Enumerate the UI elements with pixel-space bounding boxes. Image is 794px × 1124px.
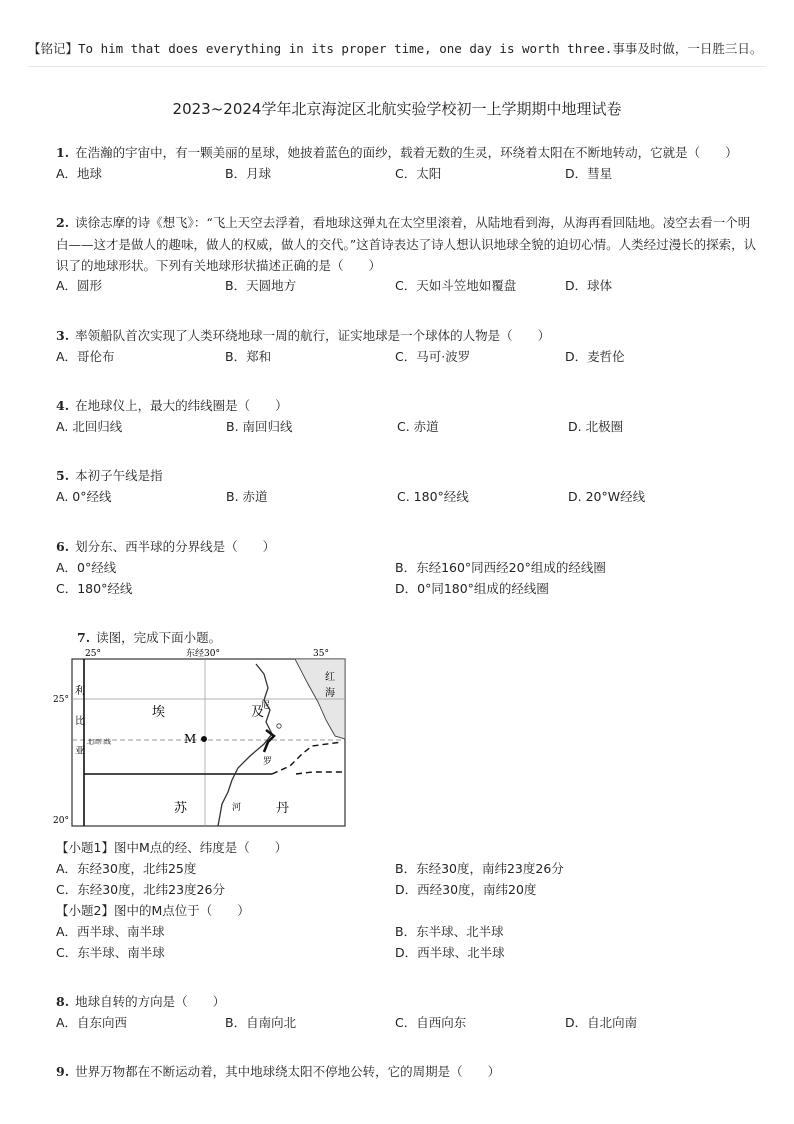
q1-option-c[interactable]: C．太阳 [395,166,442,181]
q7-s2-option-c[interactable]: C．东半球、南半球 [56,945,165,960]
q7-s1-option-c[interactable]: C．东经30度，北纬23度26分 [56,882,225,897]
q7-sub2: 【小题2】图中的M点位于（ ） [56,903,250,918]
q4-option-c[interactable]: C. 赤道 [397,419,439,434]
q7-s1-option-a[interactable]: A．东经30度，北纬25度 [56,861,197,876]
q2-option-a[interactable]: A．圆形 [56,278,103,293]
question-6: 6. 划分东、西半球的分界线是（ ） [56,539,276,554]
nile-label-3: 河 [232,803,242,813]
q3-option-b[interactable]: B．郑和 [225,349,272,364]
question-7: 7. 读图，完成下面小题。 [77,630,222,645]
motto: 【铭记】To him that does everything in its proper time, one day is worth three.事事及时做，一日胜三日。 [28,41,763,56]
lon-35-label: 35° [313,649,329,659]
question-2-line-2: 白——这才是做人的趣味，做人的权威，做人的交代。”这首诗表达了诗人想认识地球全貌的迫切心情。人类经过漫长的探索，认 [56,237,757,252]
question-2-line-3: 识了的地球形状。下列有关地球形状描述正确的是（ ） [56,258,382,273]
libya-label-3: 亚 [75,746,85,757]
question-9: 9. 世界万物都在不断运动着，其中地球绕太阳不停地公转，它的周期是（ ） [56,1064,501,1079]
tropic-label: 北回归线 [87,739,112,746]
city-marker [277,724,281,728]
map-frame [72,659,345,826]
q4-option-b[interactable]: B. 南回归线 [226,419,293,434]
q4-option-d[interactable]: D. 北极圈 [568,419,624,434]
question-8: 8. 地球自转的方向是（ ） [56,994,226,1009]
q7-sub1: 【小题1】图中M点的经、纬度是（ ） [56,840,288,855]
red-sea-label-2: 海 [325,688,335,699]
question-3: 3. 率领船队首次实现了人类环绕地球一周的航行，证实地球是一个球体的人物是（ ） [56,328,551,343]
q5-option-a[interactable]: A. 0°经线 [56,489,112,504]
question-1: 1. 在浩瀚的宇宙中，有一颗美丽的星球，她披着蓝色的面纱，载着无数的生灵，环绕着太阳在不断地转动，它就是（ ） [56,145,738,160]
nile-label-2: 罗 [263,757,273,767]
sudan-label-1: 苏 [174,801,188,816]
q1-option-d[interactable]: D．彗星 [565,166,613,181]
q7-s2-option-d[interactable]: D．西半球、北半球 [395,945,505,960]
q2-option-c[interactable]: C．天如斗笠地如覆盘 [395,278,517,293]
q6-option-a[interactable]: A．0°经线 [56,560,117,575]
q8-option-a[interactable]: A．自东向西 [56,1015,128,1030]
q6-option-c[interactable]: C．180°经线 [56,581,133,596]
sudan-label-2: 丹 [276,801,290,816]
red-sea-label-1: 红 [325,672,335,683]
q7-s2-option-b[interactable]: B．东半球、北半球 [395,924,504,939]
q4-option-a[interactable]: A. 北回归线 [56,419,123,434]
libya-label-1: 利 [75,686,85,697]
q8-option-d[interactable]: D．自北向南 [565,1015,638,1030]
lat-20-label: 20° [53,816,69,826]
egypt-sudan-map [50,644,350,830]
point-m-label: M [184,732,197,746]
q7-s1-option-b[interactable]: B．东经30度，南纬23度26分 [395,861,564,876]
lon-25-label: 25° [85,649,101,659]
q5-option-d[interactable]: D. 20°W经线 [568,489,646,504]
q3-option-a[interactable]: A．哥伦布 [56,349,115,364]
question-4: 4. 在地球仪上，最大的纬线圈是（ ） [56,398,288,413]
point-m [201,736,207,742]
nile-label-1: 尼 [261,701,271,711]
q3-option-c[interactable]: C．马可·波罗 [395,349,471,364]
q6-option-b[interactable]: B．东经160°同西经20°组成的经线圈 [395,560,606,575]
q7-s1-option-d[interactable]: D．西经30度，南纬20度 [395,882,537,897]
egypt-label-2: 及 [251,705,265,720]
q5-option-b[interactable]: B. 赤道 [226,489,268,504]
question-5: 5. 本初子午线是指 [56,468,163,483]
libya-label-2: 比 [75,716,85,727]
q5-option-c[interactable]: C. 180°经线 [397,489,469,504]
q6-option-d[interactable]: D．0°同180°组成的经线圈 [395,581,549,596]
egypt-label-1: 埃 [152,705,166,720]
page-title: 2023~2024学年北京海淀区北航实验学校初一上学期期中地理试卷 [172,100,622,118]
q7-s2-option-a[interactable]: A．西半球、南半球 [56,924,165,939]
q1-option-a[interactable]: A．地球 [56,166,103,181]
q8-option-b[interactable]: B．自南向北 [225,1015,297,1030]
q8-option-c[interactable]: C．自西向东 [395,1015,467,1030]
q3-option-d[interactable]: D．麦哲伦 [565,349,625,364]
q1-option-b[interactable]: B．月球 [225,166,272,181]
question-2: 2. 读徐志摩的诗《想飞》：“飞上天空去浮着，看地球这弹丸在太空里滚着，从陆地看到海，从海再看回陆地。凌空去看一个明 [56,215,751,230]
q2-option-b[interactable]: B．天圆地方 [225,278,297,293]
q2-option-d[interactable]: D．球体 [565,278,613,293]
lat-25-label: 25° [53,695,69,705]
lon-30-label: 东经30° [186,649,220,659]
divider [28,66,766,67]
